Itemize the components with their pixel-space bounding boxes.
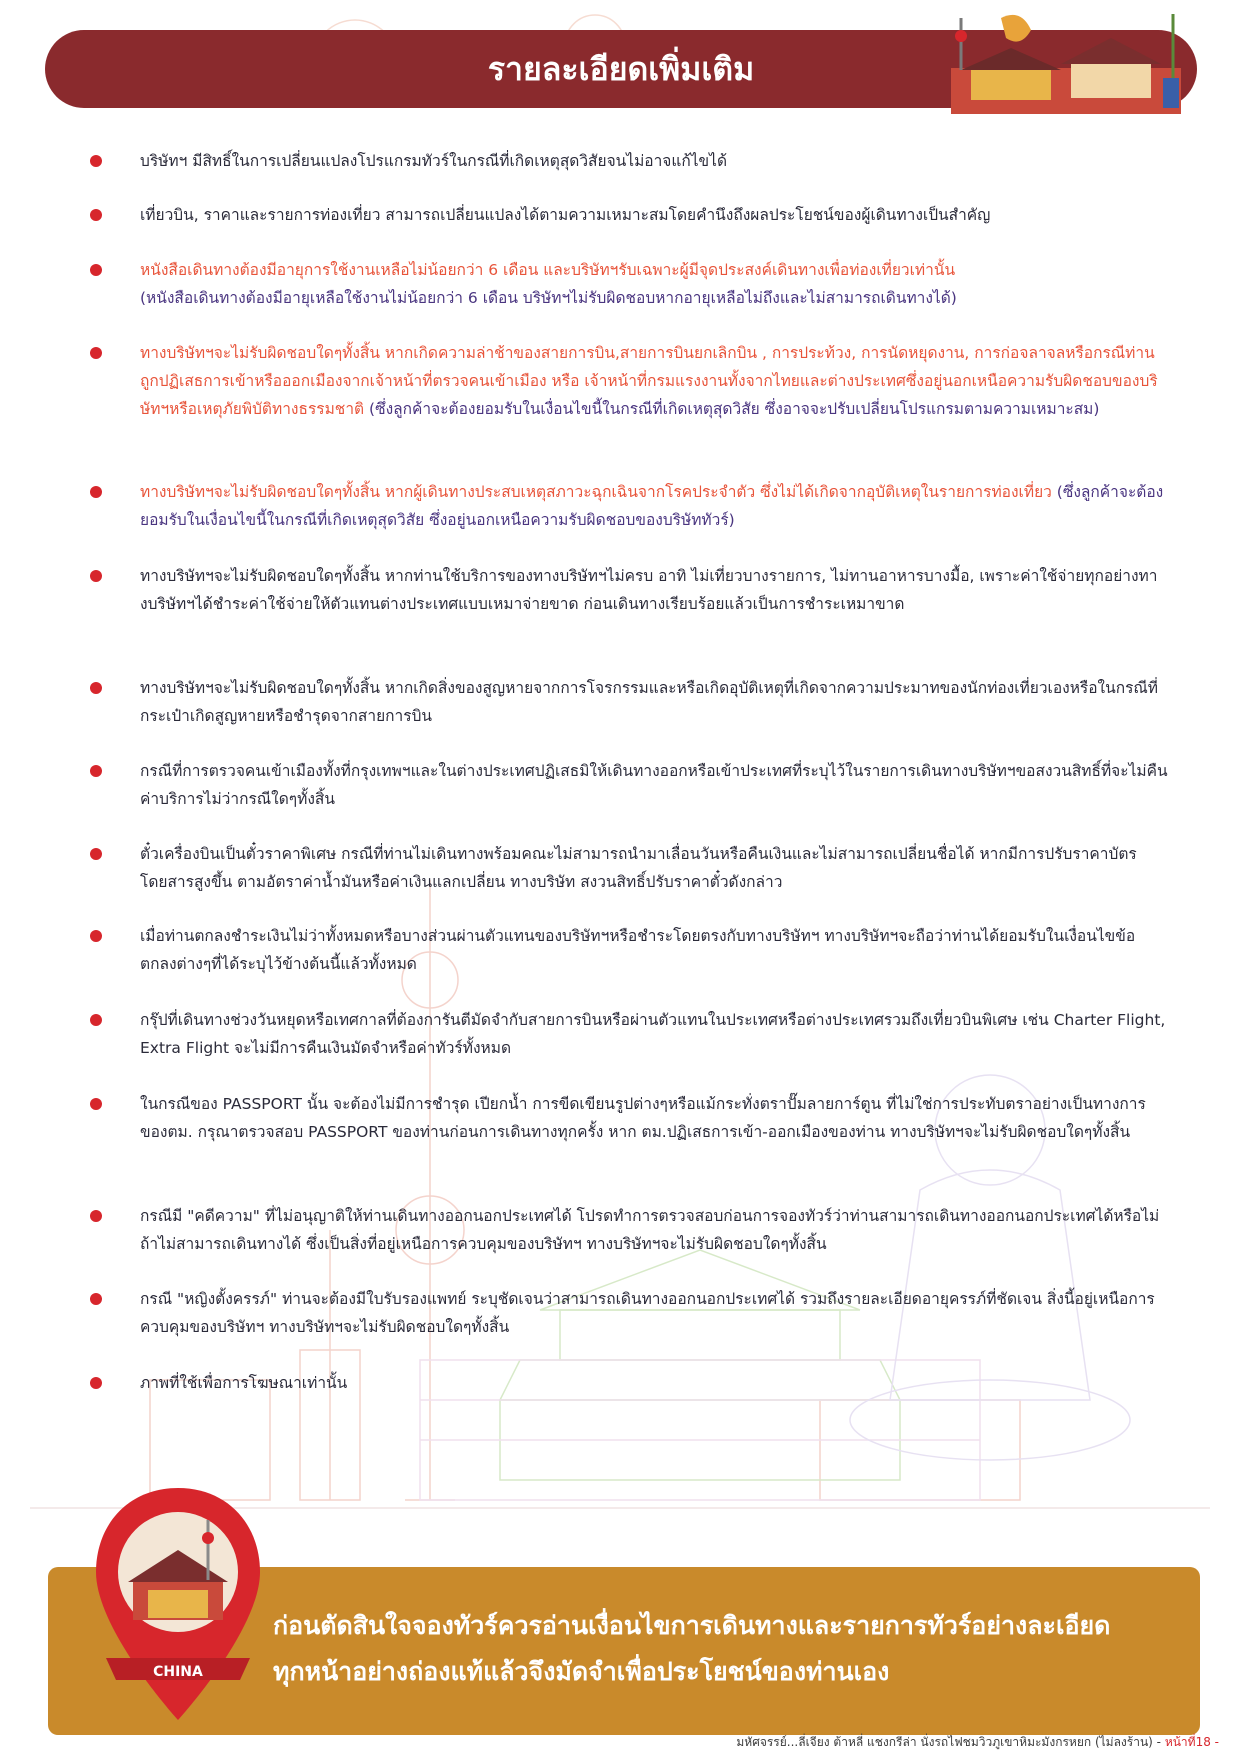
term-text <box>140 1090 1170 1146</box>
bullet-icon <box>90 930 102 942</box>
footer-message <box>273 1603 1173 1695</box>
term-text <box>140 922 1170 978</box>
term-text <box>140 1006 1170 1062</box>
term-text <box>140 256 1170 312</box>
page-title: รายละเอียดเพิ่มเติม <box>487 50 755 88</box>
bullet-icon <box>90 848 102 860</box>
term-text <box>140 1202 1170 1258</box>
term-text-segment: ตั๋วเครื่องบินเป็นตั๋วราคาพิเศษ กรณีที่ท่านไม่เดินทางพร้อมคณะไม่สามารถนำมาเลื่อนวันหรือคืนเงินและไม่สามารถเปลี่ยนชื่อได้ หากมีการปรับราคาบัตรโดยสารสูงขึ้น ตามอัตราค่าน้ำมันหรือค่าเงินแลกเปลี่ยน ทางบริษัท สงวนสิทธิ์ปรับราคาตั๋วดังกล่าว <box>140 845 1137 891</box>
bullet-icon <box>90 765 102 777</box>
bullet-icon <box>90 209 102 221</box>
header-banner <box>45 30 1197 108</box>
bullet-icon <box>90 1377 102 1389</box>
term-text-segment: เมื่อท่านตกลงชำระเงินไม่ว่าทั้งหมดหรือบางส่วนผ่านตัวแทนของบริษัทฯหรือชำระโดยตรงกับทางบริษัทฯ ทางบริษัทฯจะถือว่าท่านได้ยอมรับในเงื่อนไขข้อตกลงต่างๆที่ได้ระบุไว้ข้างต้นนี้แล้วทั้งหมด <box>140 927 1136 973</box>
term-text-note: (หนังสือเดินทางต้องมีอายุเหลือใช้งานไม่น้อยกว่า 6 เดือน บริษัทฯไม่รับผิดชอบหากอายุเหลือไม่ถึงและไม่สามารถเดินทางได้) <box>140 289 957 307</box>
bullet-icon <box>90 264 102 276</box>
bullet-icon <box>90 347 102 359</box>
term-text-segment: เที่ยวบิน, ราคาและรายการท่องเที่ยว สามารถเปลี่ยนแปลงได้ตามความเหมาะสมโดยคำนึงถึงผลประโยชน์ของผู้เดินทางเป็นสำคัญ <box>140 206 991 224</box>
page-number: หน้าที่18 - <box>1164 1735 1219 1749</box>
term-text-highlight: หนังสือเดินทางต้องมีอายุการใช้งานเหลือไม่น้อยกว่า 6 เดือน และบริษัทฯรับเฉพาะผู้มีจุดประสงค์เดินทางเพื่อท่องเที่ยวเท่านั้น <box>140 261 956 279</box>
term-text <box>140 478 1170 534</box>
term-text <box>140 1369 1170 1397</box>
pin-badge-label: CHINA <box>153 1664 203 1680</box>
footer-message-line: ทุกหน้าอย่างถ่องแท้แล้วจึงมัดจำเพื่อประโยชน์ของท่านเอง <box>273 1657 890 1686</box>
bullet-icon <box>90 486 102 498</box>
term-text <box>140 339 1170 423</box>
term-text-segment: กรณี "หญิงตั้งครรภ์" ท่านจะต้องมีใบรับรองแพทย์ ระบุชัดเจนว่าสามารถเดินทางออกนอกประเทศได้ รวมถึงรายละเอียดอายุครรภ์ที่ชัดเจน สิ่งนี้อยู่เหนือการควบคุมของบริษัทฯ ทางบริษัทฯจะไม่รับผิดชอบใดๆทั้งสิ้น <box>140 1290 1155 1336</box>
term-text-segment: ทางบริษัทฯจะไม่รับผิดชอบใดๆทั้งสิ้น หากเกิดสิ่งของสูญหายจากการโจรกรรมและหรือเกิดอุบัติเหตุที่เกิดจากความประมาทของนักท่องเที่ยวเองหรือในกรณีที่กระเป๋าเกิดสูญหายหรือชำรุดจากสายการบิน <box>140 679 1159 725</box>
term-text-segment: บริษัทฯ มีสิทธิ์ในการเปลี่ยนแปลงโปรแกรมทัวร์ในกรณีที่เกิดเหตุสุดวิสัยจนไม่อาจแก้ไขได้ <box>140 152 728 170</box>
term-text-note: (ซึ่งลูกค้าจะต้องยอมรับในเงื่อนไขนี้ในกรณีที่เกิดเหตุสุดวิสัย ซึ่งอยู่นอกเหนือความรับผิดชอบของบริษัททัวร์) <box>140 483 1164 529</box>
china-pin-badge <box>88 1480 268 1730</box>
tour-name: มหัศจรรย์...ลี่เจียง ต้าหลี่ แชงกรีล่า นั่งรถไฟชมวิวภูเขาหิมะมังกรหยก (ไม่ลงร้าน) - <box>736 1735 1165 1749</box>
term-text-segment: ภาพที่ใช้เพื่อการโฆษณาเท่านั้น <box>140 1374 348 1392</box>
term-text-segment: กรุ๊ปที่เดินทางช่วงวันหยุดหรือเทศกาลที่ต้องการันตีมัดจำกับสายการบินหรือผ่านตัวแทนในประเทศหรือต่างประเทศรวมถึงเที่ยวบินพิเศษ เช่น Charter Flight, Extra Flight จะไม่มีการคืนเงินมัดจำหรือค่าทัวร์ทั้งหมด <box>140 1011 1166 1057</box>
bullet-icon <box>90 1098 102 1110</box>
term-text <box>140 840 1170 896</box>
bullet-icon <box>90 570 102 582</box>
term-text <box>140 757 1170 813</box>
bullet-icon <box>90 1014 102 1026</box>
bullet-icon <box>90 1293 102 1305</box>
term-text-highlight: ทางบริษัทฯจะไม่รับผิดชอบใดๆทั้งสิ้น หากผู้เดินทางประสบเหตุสภาวะฉุกเฉินจากโรคประจำตัว ซึ่งไม่ได้เกิดจากอุบัติเหตุในรายการท่องเที่ยว <box>140 483 1052 501</box>
term-text <box>140 674 1170 730</box>
term-text-segment: กรณีมี "คดีความ" ที่ไม่อนุญาติให้ท่านเดินทางออกนอกประเทศได้ โปรดทำการตรวจสอบก่อนการจองทัวร์ว่าท่านสามารถเดินทางออกนอกประเทศได้หรือไม่ ถ้าไม่สามารถเดินทางได้ ซึ่งเป็นสิ่งที่อยู่เหนือการควบคุมของบริษัทฯ ทางบริษัทฯจะไม่รับผิดชอบใดๆทั้งสิ้น <box>140 1207 1160 1253</box>
term-text-note: (ซึ่งลูกค้าจะต้องยอมรับในเงื่อนไขนี้ในกรณีที่เกิดเหตุสุดวิสัย ซึ่งอาจจะปรับเปลี่ยนโปรแกรมตามความเหมาะสม) <box>364 400 1100 418</box>
china-landmarks-illustration <box>941 8 1191 118</box>
bullet-icon <box>90 682 102 694</box>
term-text-segment: ทางบริษัทฯจะไม่รับผิดชอบใดๆทั้งสิ้น หากท่านใช้บริการของทางบริษัทฯไม่ครบ อาทิ ไม่เที่ยวบางรายการ, ไม่ทานอาหารบางมื้อ, เพราะค่าใช้จ่ายทุกอย่างทางบริษัทฯได้ชำระค่าใช้จ่ายให้ตัวแทนต่างประเทศแบบเหมาจ่ายขาด ก่อนเดินทางเรียบร้อยแล้วเป็นการชำระเหมาขาด <box>140 567 1158 613</box>
term-text-segment: ในกรณีของ PASSPORT นั้น จะต้องไม่มีการชำรุด เปียกน้ำ การขีดเขียนรูปต่างๆหรือแม้กระทั่งตราปั๊มลายการ์ตูน ที่ไม่ใช่การประทับตราอย่างเป็นทางการของตม. กรุณาตรวจสอบ PASSPORT ของท่านก่อนการเดินทางทุกครั้ง หาก ตม.ปฏิเสธการเข้า-ออกเมืองของท่าน ทางบริษัทฯจะไม่รับผิดชอบใดๆทั้งสิ้น <box>140 1095 1146 1141</box>
page-footer <box>736 1733 1219 1752</box>
term-text-highlight: ทางบริษัทฯจะไม่รับผิดชอบใดๆทั้งสิ้น หากเกิดความล่าช้าของสายการบิน,สายการบินยกเลิกบิน , การประท้วง, การนัดหยุดงาน, การก่อจลาจลหรือกรณีท่านถูกปฏิเสธการเข้าหรือออกเมืองจากเจ้าหน้าที่ตรวจคนเข้าเมือง หรือ เจ้าหน้าที่กรมแรงงานทั้งจากไทยและต่างประเทศซึ่งอยู่นอกเหนือความรับผิดชอบของบริษัทฯหรือเหตุภัยพิบัติทางธรรมชาติ <box>140 344 1158 418</box>
term-text <box>140 562 1170 618</box>
bullet-icon <box>90 1210 102 1222</box>
term-text-segment: กรณีที่การตรวจคนเข้าเมืองทั้งที่กรุงเทพฯและในต่างประเทศปฏิเสธมิให้เดินทางออกหรือเข้าประเทศที่ระบุไว้ในรายการเดินทางบริษัทฯขอสงวนสิทธิ์ที่จะไม่คืนค่าบริการไม่ว่ากรณีใดๆทั้งสิ้น <box>140 762 1168 808</box>
footer-message-line: ก่อนตัดสินใจจองทัวร์ควรอ่านเงื่อนไขการเดินทางและรายการทัวร์อย่างละเอียด <box>273 1611 1111 1640</box>
term-text <box>140 147 1170 175</box>
location-pin-icon <box>88 1480 268 1730</box>
term-text <box>140 201 1170 229</box>
term-text <box>140 1285 1170 1341</box>
bullet-icon <box>90 155 102 167</box>
